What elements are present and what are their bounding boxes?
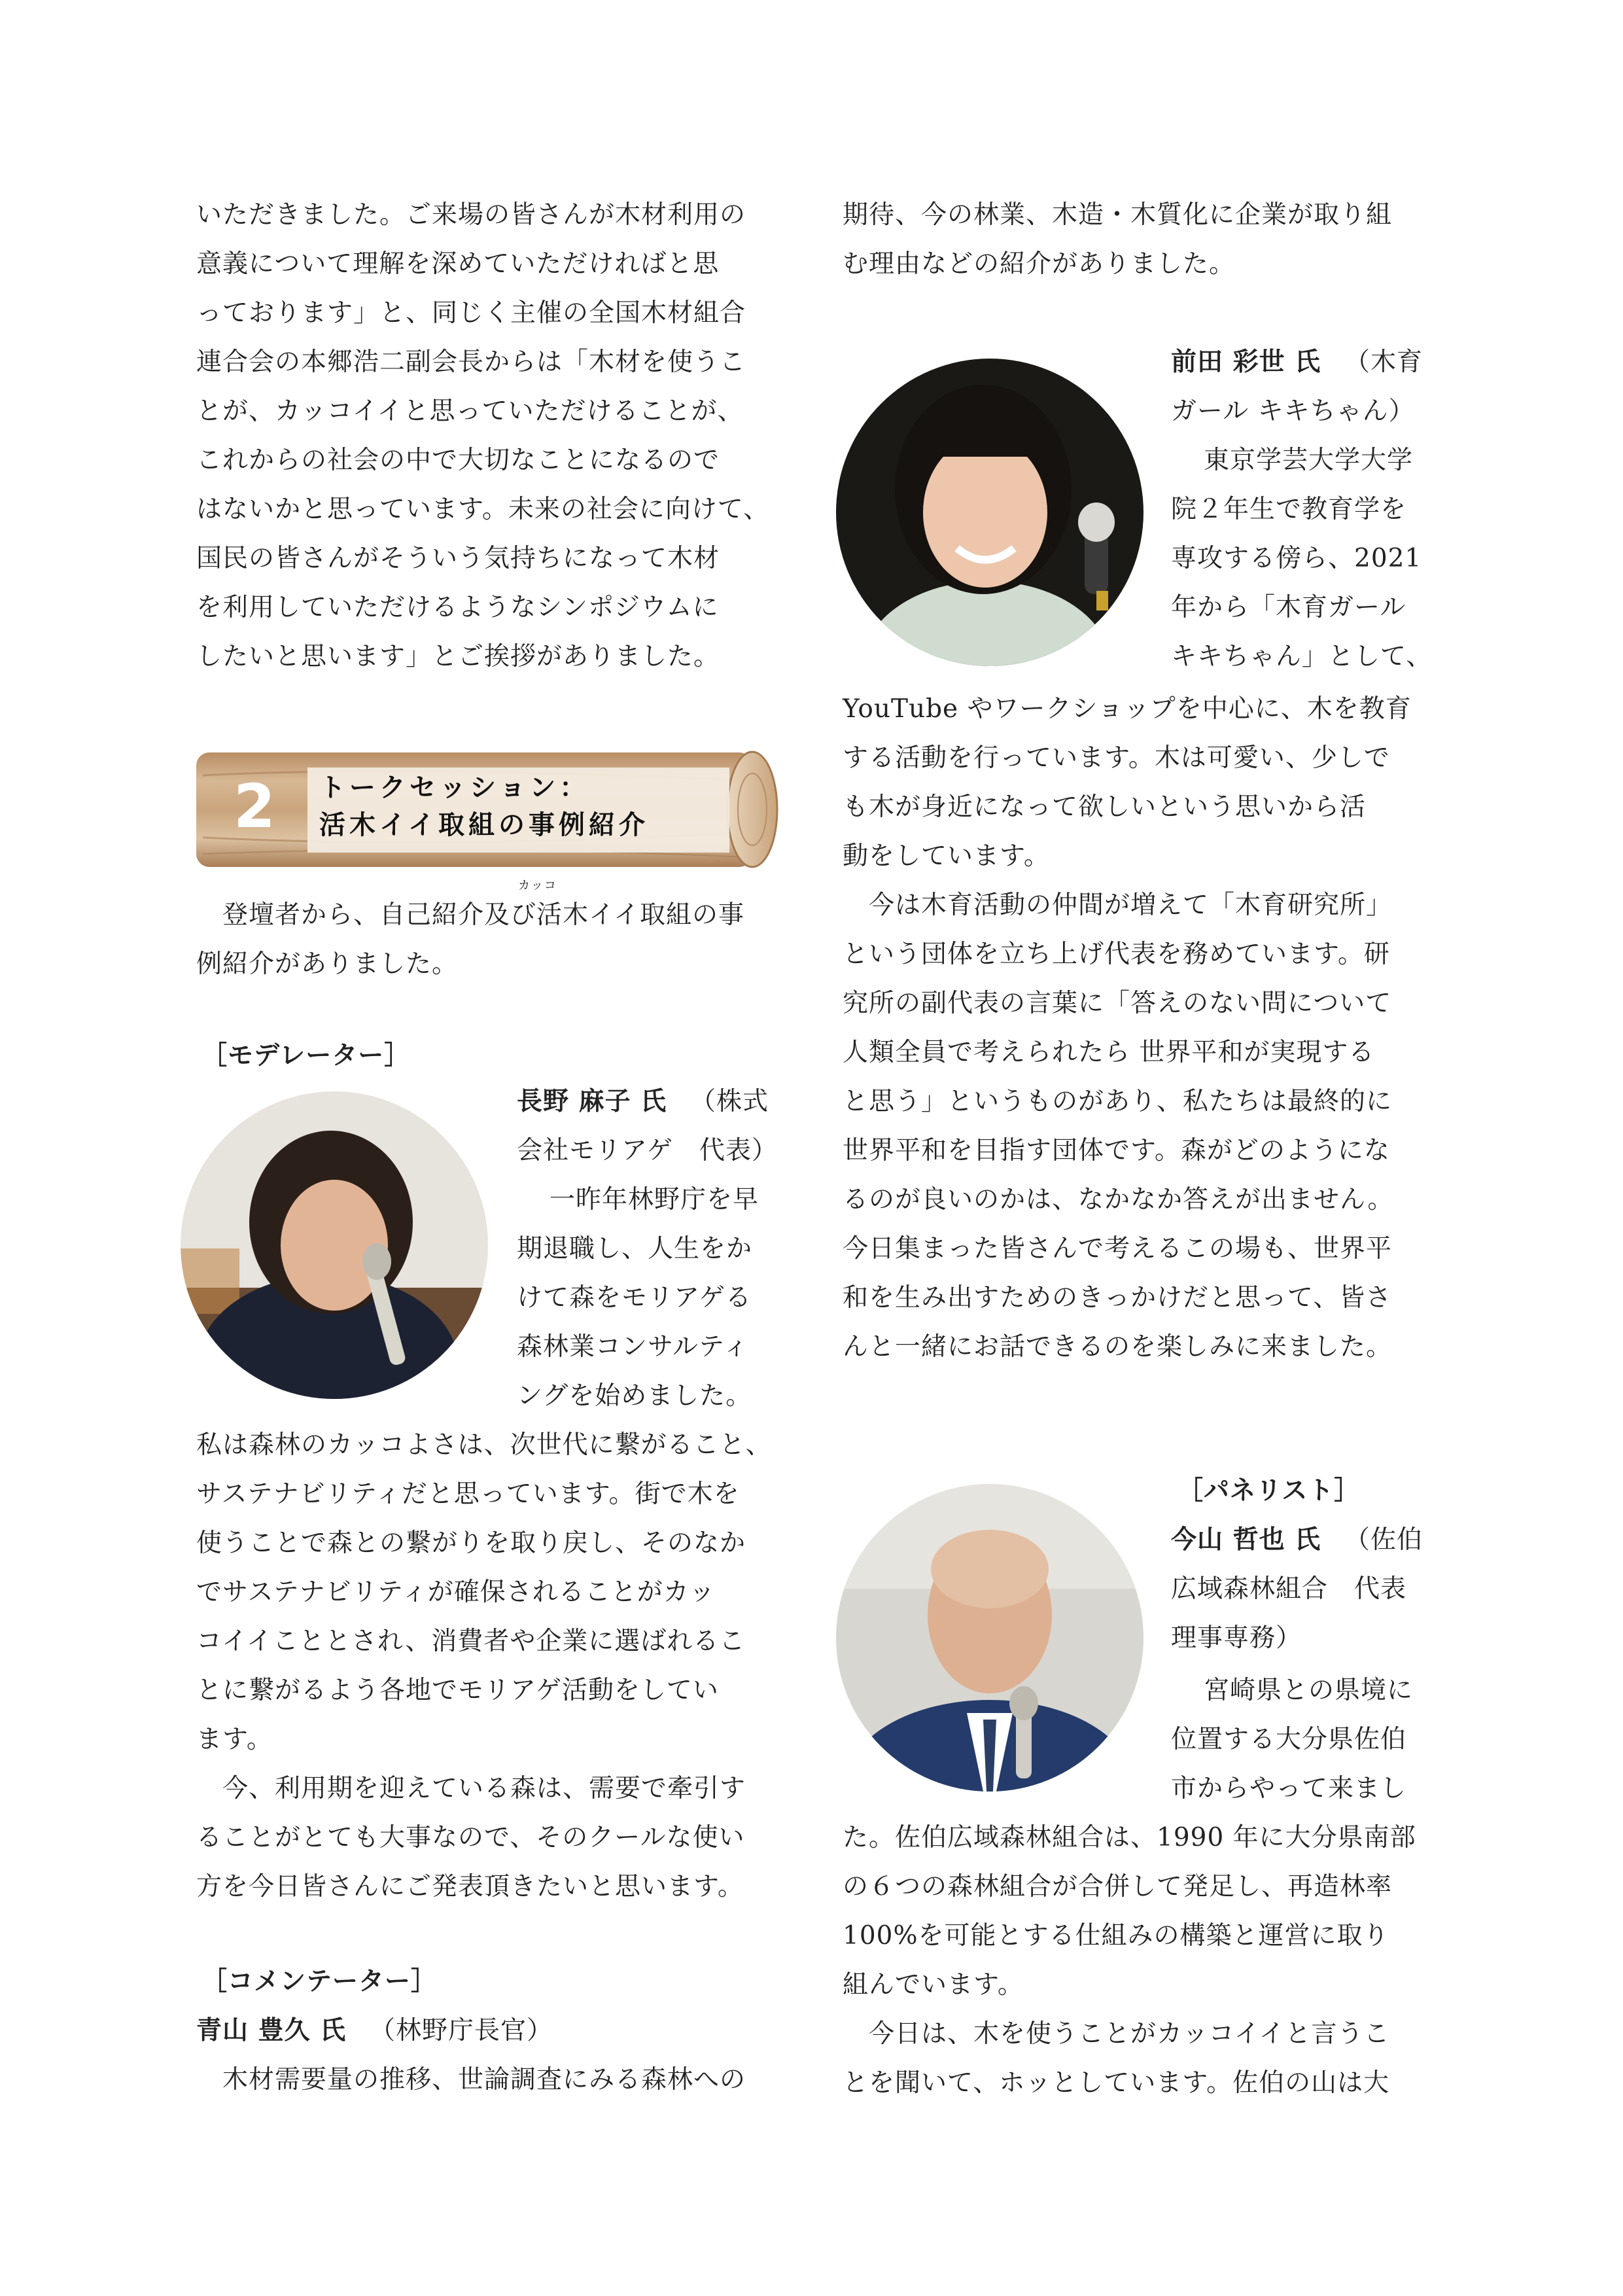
intro-line: したいと思います」とご挨拶がありました。: [196, 642, 720, 671]
young-woman-portrait-icon: [836, 359, 1143, 666]
imayama-side-line: 市からやって来まし: [1171, 1774, 1407, 1803]
moderator-line: サステナビリティだと思っています。街で木を: [196, 1479, 740, 1509]
moderator-side-line: 期退職し、人生をか: [517, 1234, 753, 1263]
imayama-line: 今日は、木を使うことがカッコイイと言うこ: [869, 2019, 1390, 2049]
moderator-side-line: 森林業コンサルティ: [517, 1332, 749, 1362]
maeda-side-line: 院２年生で教育学を: [1171, 495, 1407, 524]
section-number: 2: [234, 771, 276, 841]
maeda-line: んと一緒にお話できるのを楽しみに来ました。: [843, 1332, 1393, 1362]
imayama-name: 今山 哲也 氏: [1171, 1525, 1321, 1555]
commentator-heading: ［コメンテーター］: [201, 1967, 438, 1996]
moderator-line: 方を今日皆さんにご発表頂きたいと思います。: [196, 1872, 744, 1901]
imayama-side-line: 宮崎県との県境に: [1204, 1676, 1414, 1705]
imayama-line: 組んでいます。: [843, 1970, 1024, 2000]
moderator-line: 使うことで森との繋がりを取り戻し、そのなか: [196, 1528, 746, 1558]
intro-line: 国民の皆さんがそういう気持ちになって木材: [196, 544, 720, 573]
woman-portrait-icon: [181, 1091, 488, 1399]
intro-line: 意義について理解を深めていただければと思: [196, 249, 720, 279]
panelist-heading: ［パネリスト］: [1178, 1476, 1361, 1506]
imayama-line: の６つの森林組合が合併して発足し、再造林率: [843, 1872, 1393, 1901]
moderator-affiliation: （株式: [690, 1087, 769, 1116]
maeda-line: 人類全員で考えられたら 世界平和が実現する: [843, 1038, 1375, 1067]
intro-line: 連合会の本郷浩二副会長からは「木材を使うこ: [196, 347, 746, 377]
intro-line: を利用していただけるようなシンポジウムに: [196, 593, 719, 622]
maeda-name: 前田 彩世 氏: [1171, 347, 1321, 377]
section-title-line1: トークセッション：: [319, 773, 590, 803]
imayama-side-line: 位置する大分県佐伯: [1171, 1725, 1407, 1754]
imayama-affiliation: （佐伯: [1344, 1525, 1423, 1555]
right-top-line: 期待、今の林業、木造・木質化に企業が取り組: [843, 200, 1393, 230]
man-portrait-icon: [836, 1484, 1143, 1792]
maeda-affiliation: （木育: [1344, 347, 1423, 377]
moderator-affiliation: 会社モリアゲ 代表）: [517, 1136, 778, 1165]
moderator-line: コイイこととされ、消費者や企業に選ばれるこ: [196, 1627, 746, 1656]
moderator-line: 私は森林のカッコよさは、次世代に繋がること、: [196, 1430, 772, 1460]
imayama-photo: [836, 1484, 1143, 1792]
moderator-side-line: ングを始めました。: [517, 1381, 752, 1411]
maeda-line: 世界平和を目指す団体です。森がどのようにな: [843, 1136, 1390, 1165]
maeda-side-line: 専攻する傍ら、2021: [1171, 544, 1422, 573]
commentator-name: 青山 豊久 氏: [196, 2016, 347, 2045]
moderator-heading: ［モデレーター］: [201, 1041, 411, 1070]
moderator-line: 今、利用期を迎えている森は、需要で牽引す: [222, 1774, 746, 1803]
maeda-side-line: キキちゃん」として、: [1171, 642, 1433, 671]
maeda-line: 和を生み出すためのきっかけだと思って、皆さ: [843, 1283, 1392, 1313]
intro-line: とが、カッコイイと思っていただけることが、: [196, 397, 744, 426]
maeda-line: るのが良いのかは、なかなか答えが出ません。: [843, 1185, 1394, 1214]
intro-line: これからの社会の中で大切なことになるので: [196, 446, 720, 475]
moderator-line: でサステナビリティが確保されることがカッ: [196, 1578, 716, 1607]
maeda-side-line: 年から「木育ガール: [1171, 593, 1406, 622]
section-intro-line: 登壇者から、自己紹介及び活木イイ取組の事: [222, 900, 745, 930]
imayama-line: とを聞いて、ホッとしています。佐伯の山は大: [843, 2068, 1390, 2098]
moderator-line: ます。: [196, 1725, 273, 1754]
section-intro-line: 例紹介がありました。: [196, 949, 459, 979]
moderator-line: とに繋がるよう各地でモリアゲ活動をしてい: [196, 1676, 719, 1705]
maeda-line: 今は木育活動の仲間が増えて「木育研究所」: [869, 891, 1393, 920]
moderator-photo: [181, 1091, 488, 1399]
maeda-line: という団体を立ち上げ代表を務めています。研: [843, 940, 1390, 969]
maeda-line: も木が身近になって欲しいという思いから活: [843, 792, 1367, 822]
imayama-affiliation: 広域森林組合 代表: [1171, 1574, 1407, 1604]
maeda-line: 今日集まった皆さんで考えるこの場も、世界平: [843, 1234, 1393, 1263]
section-title-line2: 活木イイ取組の事例紹介: [319, 810, 649, 840]
maeda-line: と思う」というものがあり、私たちは最終的に: [843, 1087, 1393, 1116]
imayama-affiliation: 理事専務）: [1171, 1623, 1302, 1653]
intro-line: はないかと思っています。未来の社会に向けて、: [196, 495, 770, 524]
imayama-line: 100%を可能とする仕組みの構築と運営に取り: [843, 1921, 1389, 1951]
moderator-side-line: けて森をモリアゲる: [517, 1283, 752, 1313]
ruby-katsuko: カッコ: [518, 879, 557, 892]
maeda-line: する活動を行っています。木は可愛い、少しで: [843, 743, 1390, 773]
maeda-affiliation: ガール キキちゃん）: [1171, 397, 1415, 426]
intro-line: いただきました。ご来場の皆さんが木材利用の: [196, 200, 746, 230]
maeda-line: 究所の副代表の言葉に「答えのない問について: [843, 989, 1392, 1018]
right-top-line: む理由などの紹介がありました。: [843, 249, 1236, 279]
moderator-side-line: 一昨年林野庁を早: [550, 1185, 759, 1214]
moderator-line: ることがとても大事なので、そのクールな使い: [196, 1823, 745, 1852]
moderator-name: 長野 麻子 氏: [517, 1087, 667, 1116]
maeda-line: 動をしています。: [843, 841, 1050, 871]
commentator-line: 木材需要量の推移、世論調査にみる森林への: [222, 2065, 746, 2094]
commentator-affiliation: （林野庁長官）: [370, 2016, 553, 2045]
imayama-line: た。佐伯広域森林組合は、1990 年に大分県南部: [843, 1823, 1416, 1852]
maeda-side-line: 東京学芸大学大学: [1204, 446, 1414, 475]
maeda-photo: [836, 359, 1143, 666]
maeda-line: YouTube やワークショップを中心に、木を教育: [843, 694, 1412, 724]
intro-line: っております」と、同じく主催の全国木材組合: [196, 298, 746, 328]
